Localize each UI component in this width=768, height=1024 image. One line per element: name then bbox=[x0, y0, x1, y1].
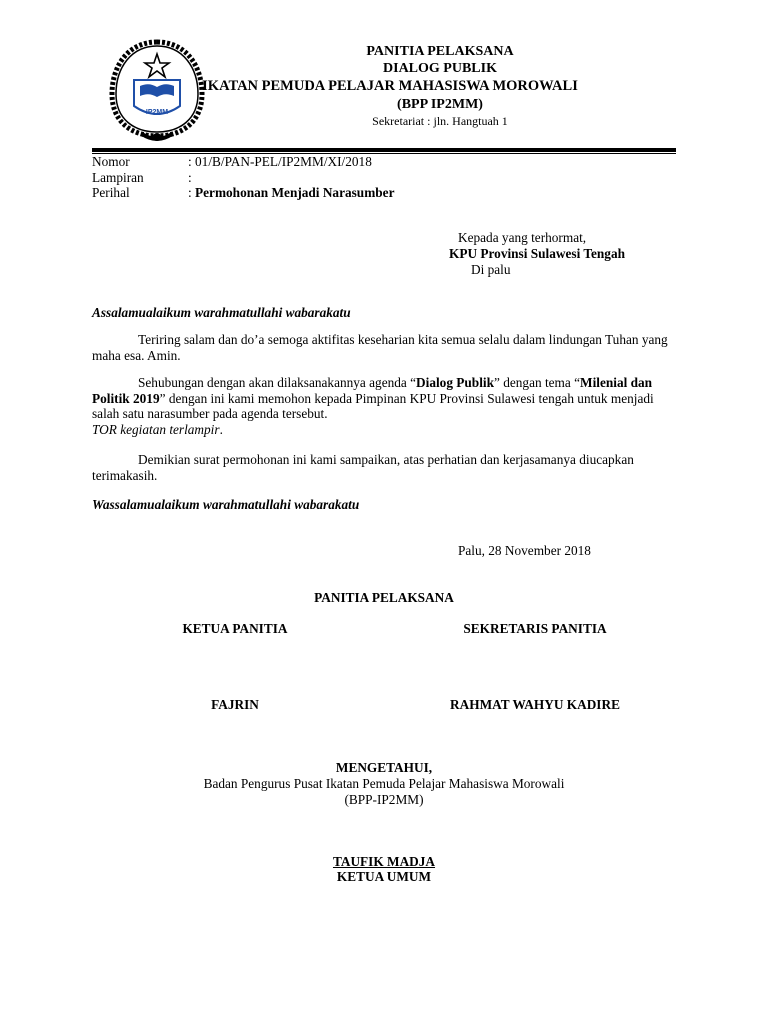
logo-text: IP2MM bbox=[145, 109, 169, 116]
perihal-field bbox=[188, 185, 394, 201]
paragraph-2-text-3: ” dengan ini kami memohon kepada Pimpinan KPU Provinsi Sulawesi tengah untuk menjadi salah satu narasumber pada agenda tersebut. bbox=[92, 390, 654, 421]
acknowledged-heading: MENGETAHUI, bbox=[335, 760, 433, 775]
head-title: KETUA UMUM bbox=[336, 869, 432, 884]
paragraph-2-bold-1: Dialog Publik bbox=[416, 375, 494, 390]
letterhead-line-1: PANITIA PELAKSANA bbox=[366, 44, 514, 59]
chair-title: KETUA PANITIA bbox=[182, 621, 288, 636]
paragraph-1-text: Teriring salam dan do’a semoga aktifitas keseharian kita semua selalu dalam lindungan Tuhan yang maha esa. Amin. bbox=[92, 332, 668, 363]
committee-heading: PANITIA PELAKSANA bbox=[314, 590, 454, 605]
recipient-name: KPU Provinsi Sulawesi Tengah bbox=[449, 246, 625, 261]
letter-date: Palu, 28 November 2018 bbox=[458, 543, 591, 558]
letterhead-line-4: (BPP IP2MM) bbox=[397, 97, 483, 112]
attachment-note: TOR kegiatan terlampir bbox=[92, 421, 220, 437]
perihal-label: Perihal bbox=[92, 185, 130, 200]
organization-abbr: (BPP-IP2MM) bbox=[344, 792, 424, 807]
recipient-greeting: Kepada yang terhormat, bbox=[458, 230, 587, 245]
paragraph-3 bbox=[92, 452, 682, 483]
header-rule-thin bbox=[92, 153, 676, 154]
head-name: TAUFIK MADJA bbox=[332, 854, 436, 869]
paragraph-2-text-2: ” dengan tema “ bbox=[494, 375, 581, 390]
nomor-value: : 01/B/PAN-PEL/IP2MM/XI/2018 bbox=[188, 154, 372, 169]
organization-line: Badan Pengurus Pusat Ikatan Pemuda Pelajar Mahasiswa Morowali bbox=[203, 776, 565, 791]
letterhead-line-3: IKATAN PEMUDA PELAJAR MAHASISWA MOROWALI bbox=[202, 78, 578, 94]
perihal-colon: : bbox=[188, 185, 196, 200]
paragraph-1 bbox=[92, 332, 682, 363]
lampiran-value: : bbox=[188, 170, 192, 185]
paragraph-2-text-1: Sehubungan dengan akan dilaksanakannya agenda “ bbox=[138, 375, 417, 390]
recipient-place: Di palu bbox=[471, 262, 511, 277]
lampiran-label: Lampiran bbox=[92, 170, 144, 185]
nomor-label: Nomor bbox=[92, 154, 130, 169]
paragraph-2-bold-2: Milenial dan Politik 2019 bbox=[92, 375, 653, 406]
secretary-name: RAHMAT WAHYU KADIRE bbox=[450, 697, 620, 712]
opening-salutation: Assalamualaikum warahmatullahi wabarakatu bbox=[92, 305, 351, 320]
paragraph-2: Sehubungan dengan akan dilaksanakannya agenda “Dialog Publik” dengan tema “Milenial dan Politik 2019” dengan ini kami memohon kepada Pimpinan KPU Provinsi Sulawesi tengah untuk menjadi salah satu narasumber pada agenda tersebut. TOR kegiatan terlampir. bbox=[92, 375, 654, 437]
secretary-title: SEKRETARIS PANITIA bbox=[463, 621, 607, 636]
perihal-value: Permohonan Menjadi Narasumber bbox=[195, 185, 395, 200]
chair-name: FAJRIN bbox=[211, 697, 259, 712]
paragraph-3-text: Demikian surat permohonan ini kami sampaikan, atas perhatian dan kerjasamanya diucapkan terimakasih. bbox=[92, 452, 634, 483]
header-rule-thick bbox=[92, 148, 676, 152]
letterhead-line-2: DIALOG PUBLIK bbox=[383, 61, 497, 76]
closing-salutation: Wassalamualaikum warahmatullahi wabarakatu bbox=[92, 497, 360, 512]
letterhead-address: Sekretariat : jln. Hangtuah 1 bbox=[372, 114, 508, 128]
